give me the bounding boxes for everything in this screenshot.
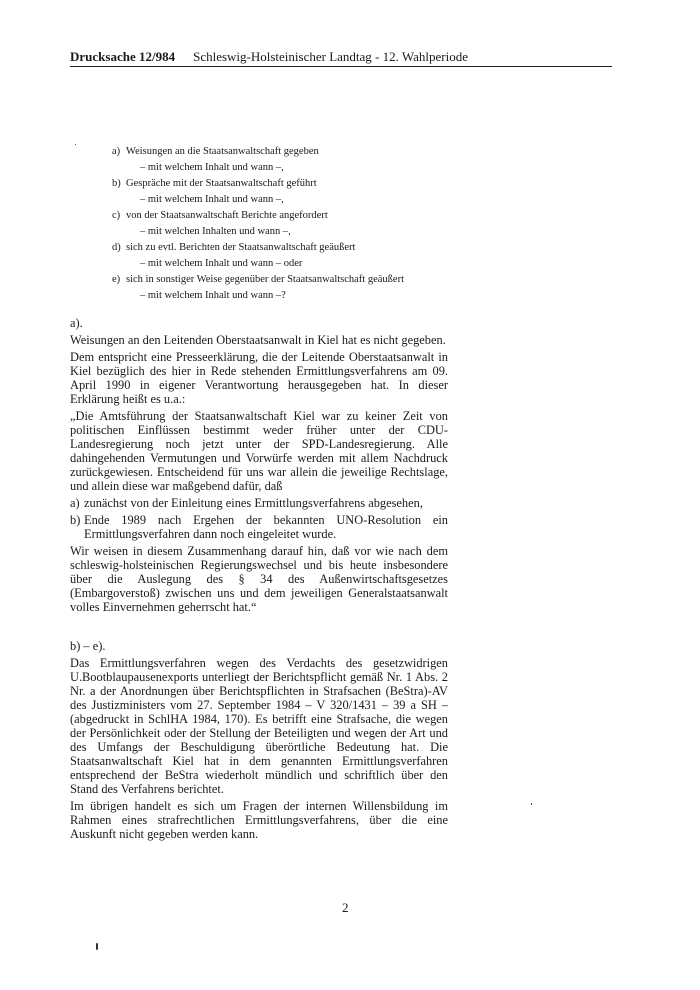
quote-item-text: zunächst von der Einleitung eines Ermittlungsverfahrens abgesehen, [84, 496, 423, 510]
question-text: Gespräche mit der Staatsanwaltschaft geführt [126, 178, 317, 189]
answer-a-paragraph: Dem entspricht eine Presseerklärung, die der Leitende Oberstaatsanwalt in Kiel bezüglich des hier in Rede stehenden Ermittlungsverfahrens am 09. April 1990 in eigener Verantwortung herausgegeben hat. In dieser Erklärung heißt es u.a.: [70, 350, 448, 406]
question-list [112, 144, 447, 304]
question-subtext: – mit welchem Inhalt und wann –, [140, 194, 284, 205]
quote-list-item [70, 513, 448, 541]
document-number: Drucksache 12/984 [70, 49, 176, 64]
question-subtext: – mit welchem Inhalt und wann –, [140, 162, 284, 173]
question-item [112, 240, 447, 272]
question-letter: e) [112, 274, 121, 285]
press-quote: „Die Amtsführung der Staatsanwaltschaft Kiel war zu keiner Zeit von politischen Einflüssen bestimmt weder früher unter der CDU-Landesregierung noch jetzt unter der SPD-Landesregierung. Alle dahingehenden Vermutungen und Vorwürfe werden mit allem Nachdruck zurückgewiesen. Entscheidend für uns war allein die jeweilige Rechtslage, und allein diese war maßgebend dafür, daß [70, 409, 448, 493]
question-text: von der Staatsanwaltschaft Berichte angefordert [126, 210, 328, 221]
answer-be-paragraph: Das Ermittlungsverfahren wegen des Verdachts des gesetzwidrigen U.Bootblaupausenexports unterliegt der Berichtspflicht gemäß Nr. 1 Abs. 2 Nr. a der Anordnungen über Berichtspflichten in Strafsachen (BeStra)-AV des Justizministers vom 27. September 1984 – V 320/1431 – 39 a SH – (abgedruckt in SchlHA 1984, 170). Es betrifft eine Strafsache, die wegen der Persönlichkeit oder der Stellung der Beteiligten und wegen der Art und des Umfangs der Beschuldigung überörtliche Bedeutung hat. Die Staatsanwaltschaft Kiel hat in dem genannten Ermittlungsverfahren entsprechend der BeStra wiederholt mündlich und schriftlich über den Stand des Verfahrens berichtet. [70, 656, 448, 796]
quote-item-letter: a) [70, 496, 80, 510]
question-letter: c) [112, 210, 121, 221]
quote-closing: Wir weisen in diesem Zusammenhang darauf hin, daß vor wie nach dem schleswig-holsteinischen Regierungswechsel und bis heute insbesondere über die Auslegung des § 34 des Außenwirtschaftsgesetzes (Embargoverstoß) zwischen uns und dem jeweiligen Generalstaatsanwalt volles Einvernehmen geherrscht hat.“ [70, 544, 448, 614]
scan-speck [531, 803, 532, 805]
page-number: 2 [342, 900, 349, 915]
question-letter: b) [112, 178, 121, 189]
question-subtext: – mit welchen Inhalten und wann –, [140, 226, 291, 237]
quote-list-item [70, 496, 448, 510]
answer-be-paragraph: Im übrigen handelt es sich um Fragen der internen Willensbildung im Rahmen eines strafrechtlichen Ermittlungsverfahrens, über die eine Auskunft nicht gegeben werden kann. [70, 799, 448, 841]
page-header [70, 49, 612, 65]
question-subtext: – mit welchem Inhalt und wann – oder [140, 258, 303, 269]
quote-item-letter: b) [70, 513, 81, 527]
scan-speck [96, 943, 98, 950]
question-text: Weisungen an die Staatsanwaltschaft gegeben [126, 146, 319, 157]
answer-body [70, 316, 448, 844]
question-text: sich in sonstiger Weise gegenüber der Staatsanwaltschaft geäußert [126, 274, 404, 285]
question-item [112, 208, 447, 240]
answer-be-label: b) – e). [70, 639, 106, 653]
header-title: Schleswig-Holsteinischer Landtag - 12. Wahlperiode [193, 49, 468, 64]
answer-a-paragraph: Weisungen an den Leitenden Oberstaatsanwalt in Kiel hat es nicht gegeben. [70, 333, 446, 347]
question-item [112, 144, 447, 176]
header-rule [70, 66, 612, 67]
question-letter: a) [112, 146, 121, 157]
question-text: sich zu evtl. Berichten der Staatsanwaltschaft geäußert [126, 242, 356, 253]
question-letter: d) [112, 242, 121, 253]
scan-speck [75, 144, 76, 145]
quote-item-text: Ende 1989 nach Ergehen der bekannten UNO-Resolution ein Ermittlungsverfahren dann noch eingeleitet wurde. [84, 513, 448, 541]
question-item [112, 272, 447, 304]
answer-a-label: a). [70, 316, 83, 330]
question-subtext: – mit welchem Inhalt und wann –? [140, 290, 286, 301]
question-item [112, 176, 447, 208]
